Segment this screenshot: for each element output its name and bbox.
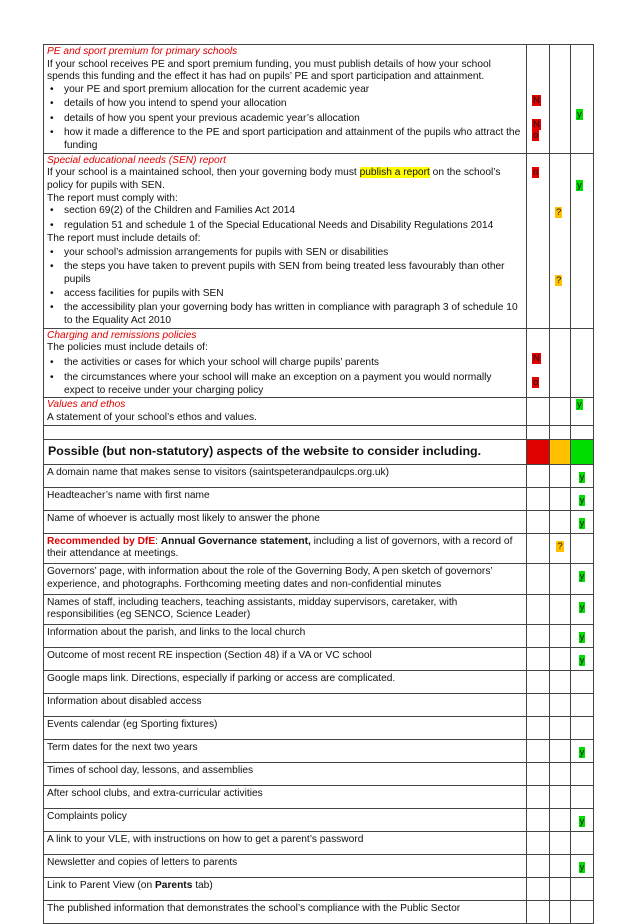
amber-cell	[550, 740, 571, 763]
parent-view-text: Link to Parent View (on	[47, 880, 155, 892]
green-mark: y	[579, 747, 585, 759]
checklist-item-text: Names of staff, including teachers, teaching assistants, midday supervisors, caretaker, with responsibilities (eg SENCO, Science Leader)	[44, 594, 527, 625]
possible-header-row	[44, 439, 594, 464]
pe-bullet: • how it made a difference to the PE and sport participation and attainment of the pupils who attract the funding	[47, 127, 523, 152]
checklist-row	[44, 533, 594, 564]
green-cell	[571, 625, 594, 648]
charging-green-cell	[571, 328, 594, 398]
checklist-row	[44, 464, 594, 487]
pe-bullet: • details of how you intend to spend your allocation	[47, 98, 523, 111]
green-mark: y	[579, 517, 585, 529]
spacer-cell	[550, 425, 571, 439]
pe-title: PE and sport premium for primary schools	[47, 46, 238, 57]
charging-red-mark: o	[533, 376, 539, 388]
sen-include-bullet: • access facilities for pupils with SEN	[47, 288, 523, 301]
amber-cell	[550, 671, 571, 694]
possible-header: Possible (but non-statutory) aspects of the website to consider including.	[44, 439, 527, 464]
green-cell	[571, 694, 594, 717]
charging-title: Charging and remissions policies	[47, 329, 197, 341]
checklist-row	[44, 694, 594, 717]
pe-green-cell	[571, 45, 594, 154]
checklist-item-text: Times of school day, lessons, and assemblies	[44, 763, 527, 786]
sen-red-cell	[527, 153, 550, 328]
green-mark: y	[579, 655, 585, 667]
red-cell	[527, 510, 550, 533]
dfe-colon: :	[155, 535, 161, 547]
amber-cell	[550, 464, 571, 487]
dfe-rest: including a list of governors, with a record of their attendance at meetings.	[47, 535, 513, 559]
green-cell	[571, 740, 594, 763]
checklist-row	[44, 878, 594, 901]
sen-comply-bullet: • section 69(2) of the Children and Families Act 2014	[47, 205, 523, 218]
checklist-item-text: Google maps link. Directions, especially if parking or access are complicated.	[44, 671, 527, 694]
checklist-row	[44, 786, 594, 809]
amber-cell	[550, 855, 571, 878]
red-cell	[527, 717, 550, 740]
pe-red-cell	[527, 45, 550, 154]
parent-view-text: tab)	[192, 880, 213, 892]
checklist-item-text: Events calendar (eg Sporting fixtures)	[44, 717, 527, 740]
checklist-row	[44, 625, 594, 648]
pe-intro: If your school receives PE and sport premium funding, you must publish details of how your school spends this funding and the effect it has had on pupils’ PE and sport participation and attainment.	[47, 58, 491, 83]
charging-cell	[44, 328, 527, 398]
spacer-cell	[571, 425, 594, 439]
checklist-item-text	[44, 878, 527, 901]
green-mark: y	[579, 816, 585, 828]
green-cell	[571, 855, 594, 878]
checklist-row	[44, 717, 594, 740]
sen-cell	[44, 153, 527, 328]
checklist-row	[44, 855, 594, 878]
website-checklist-table	[43, 44, 594, 924]
checklist-row	[44, 832, 594, 855]
green-cell	[571, 671, 594, 694]
red-cell	[527, 763, 550, 786]
red-cell	[527, 648, 550, 671]
checklist-item-text: Outcome of most recent RE inspection (Section 48) if a VA or VC school	[44, 648, 527, 671]
sen-intro-highlight: publish a report	[359, 167, 430, 179]
red-cell	[527, 671, 550, 694]
checklist-row	[44, 901, 594, 924]
green-mark: y	[579, 494, 585, 506]
amber-cell	[550, 625, 571, 648]
green-cell	[571, 878, 594, 901]
green-cell	[571, 594, 594, 625]
green-cell	[571, 786, 594, 809]
pe-bullet: • your PE and sport premium allocation for the current academic year	[47, 84, 523, 97]
checklist-row	[44, 809, 594, 832]
amber-cell	[550, 832, 571, 855]
sen-green-mark: y	[577, 179, 582, 191]
green-mark: y	[579, 601, 585, 613]
red-cell	[527, 533, 550, 564]
green-mark: y	[579, 471, 585, 483]
checklist-item-text: A domain name that makes sense to visitors (saintspeterandpaulcps.org.uk)	[44, 464, 527, 487]
dfe-label: Recommended by DfE	[47, 535, 156, 547]
values-green-cell	[571, 398, 594, 425]
sen-red-mark: n	[533, 166, 539, 178]
red-cell	[527, 694, 550, 717]
sen-amber-cell	[550, 153, 571, 328]
pe-green-mark: y	[577, 109, 582, 120]
sen-title: Special educational needs (SEN) report	[47, 154, 226, 166]
green-cell	[571, 901, 594, 924]
green-cell	[571, 510, 594, 533]
amber-cell	[550, 694, 571, 717]
charging-red-mark: N	[533, 352, 540, 364]
charging-red-cell	[527, 328, 550, 398]
checklist-item-text: After school clubs, and extra-curricular activities	[44, 786, 527, 809]
sen-comply-bullet: • regulation 51 and schedule 1 of the Special Educational Needs and Disability Regulations 2014	[47, 220, 523, 233]
sen-amber-mark: ?	[556, 206, 562, 218]
sen-intro-text: on the school’s policy for pupils with SEN.	[47, 167, 501, 192]
values-green-mark: y	[577, 399, 582, 411]
green-cell	[571, 717, 594, 740]
amber-cell	[550, 510, 571, 533]
green-cell	[571, 809, 594, 832]
green-cell	[571, 763, 594, 786]
amber-cell	[550, 901, 571, 924]
charging-intro: The policies must include details of:	[47, 342, 208, 354]
checklist-item-text: Headteacher’s name with first name	[44, 487, 527, 510]
green-cell	[571, 564, 594, 595]
green-cell	[571, 648, 594, 671]
green-cell	[571, 487, 594, 510]
section-sen	[44, 153, 594, 328]
pe-red-mark: N	[533, 119, 540, 130]
sen-include-bullet: • your school’s admission arrangements for pupils with SEN or disabilities	[47, 247, 523, 260]
dfe-bold: Annual Governance statement,	[160, 535, 311, 547]
sen-intro-text: If your school is a maintained school, then your governing body must	[47, 167, 360, 179]
amber-mark: ?	[557, 540, 563, 552]
red-swatch	[527, 439, 550, 464]
sen-amber-mark: ?	[556, 274, 562, 286]
parent-view-bold: Parents	[154, 880, 193, 892]
checklist-row	[44, 487, 594, 510]
sen-comply-label: The report must comply with:	[47, 192, 178, 204]
checklist-item-text: Newsletter and copies of letters to parents	[44, 855, 527, 878]
sen-include-bullet: • the accessibility plan your governing body has written in compliance with paragraph 3 of schedule 10 to the Equality Act 2010	[47, 302, 523, 327]
sen-include-label: The report must include details of:	[47, 232, 201, 244]
green-swatch	[571, 439, 594, 464]
amber-cell	[550, 564, 571, 595]
pe-red-mark: N	[533, 95, 540, 106]
charging-bullet: • the activities or cases for which your school will charge pupils’ parents	[47, 357, 523, 370]
checklist-item-text: A link to your VLE, with instructions on how to get a parent’s password	[44, 832, 527, 855]
red-cell	[527, 740, 550, 763]
section-values	[44, 398, 594, 425]
checklist-row	[44, 594, 594, 625]
charging-amber-cell	[550, 328, 571, 398]
values-cell	[44, 398, 527, 425]
sen-intro	[47, 167, 523, 192]
sen-include-bullet: • the steps you have taken to prevent pupils with SEN from being treated less favourably than other pupils	[47, 261, 523, 286]
green-mark: y	[579, 571, 585, 583]
amber-cell	[550, 533, 571, 564]
checklist-item-text	[44, 533, 527, 564]
checklist-item-text: Information about disabled access	[44, 694, 527, 717]
pe-red-mark: o	[533, 130, 539, 141]
green-mark: y	[579, 632, 585, 644]
checklist-item-text: The published information that demonstrates the school’s compliance with the Public Sector	[44, 901, 527, 924]
green-cell	[571, 832, 594, 855]
amber-cell	[550, 786, 571, 809]
amber-cell	[550, 717, 571, 740]
amber-cell	[550, 809, 571, 832]
checklist-row	[44, 763, 594, 786]
green-mark: y	[579, 862, 585, 874]
red-cell	[527, 878, 550, 901]
amber-cell	[550, 594, 571, 625]
spacer-row	[44, 425, 594, 439]
red-cell	[527, 809, 550, 832]
pe-bullet: • details of how you spent your previous academic year’s allocation	[47, 113, 523, 126]
values-title: Values and ethos	[47, 399, 126, 411]
amber-swatch	[550, 439, 571, 464]
red-cell	[527, 901, 550, 924]
checklist-row	[44, 740, 594, 763]
checklist-row	[44, 648, 594, 671]
values-text: A statement of your school’s ethos and values.	[47, 411, 257, 423]
checklist-row	[44, 564, 594, 595]
amber-cell	[550, 648, 571, 671]
green-cell	[571, 533, 594, 564]
spacer-cell	[527, 425, 550, 439]
red-cell	[527, 594, 550, 625]
checklist-row	[44, 510, 594, 533]
amber-cell	[550, 487, 571, 510]
checklist-item-text: Name of whoever is actually most likely to answer the phone	[44, 510, 527, 533]
amber-cell	[550, 878, 571, 901]
red-cell	[527, 832, 550, 855]
spacer-cell	[44, 425, 527, 439]
red-cell	[527, 625, 550, 648]
pe-amber-cell	[550, 45, 571, 154]
sen-green-cell	[571, 153, 594, 328]
red-cell	[527, 464, 550, 487]
red-cell	[527, 564, 550, 595]
section-pe	[44, 45, 594, 154]
checklist-item-text: Term dates for the next two years	[44, 740, 527, 763]
red-cell	[527, 786, 550, 809]
checklist-item-text: Complaints policy	[44, 809, 527, 832]
checklist-item-text: Governors’ page, with information about the role of the Governing Body, A pen sketch of governors’ experience, and photographs. Forthcoming meeting dates and non-confidential minutes	[44, 564, 527, 595]
values-red-cell	[527, 398, 550, 425]
amber-cell	[550, 763, 571, 786]
red-cell	[527, 487, 550, 510]
charging-bullet: • the circumstances where your school will make an exception on a payment you would normally expect to receive under your charging policy	[47, 372, 523, 397]
checklist-item-text: Information about the parish, and links to the local church	[44, 625, 527, 648]
green-cell	[571, 464, 594, 487]
checklist-row	[44, 671, 594, 694]
values-amber-cell	[550, 398, 571, 425]
section-charging	[44, 328, 594, 398]
pe-cell	[44, 45, 527, 154]
red-cell	[527, 855, 550, 878]
